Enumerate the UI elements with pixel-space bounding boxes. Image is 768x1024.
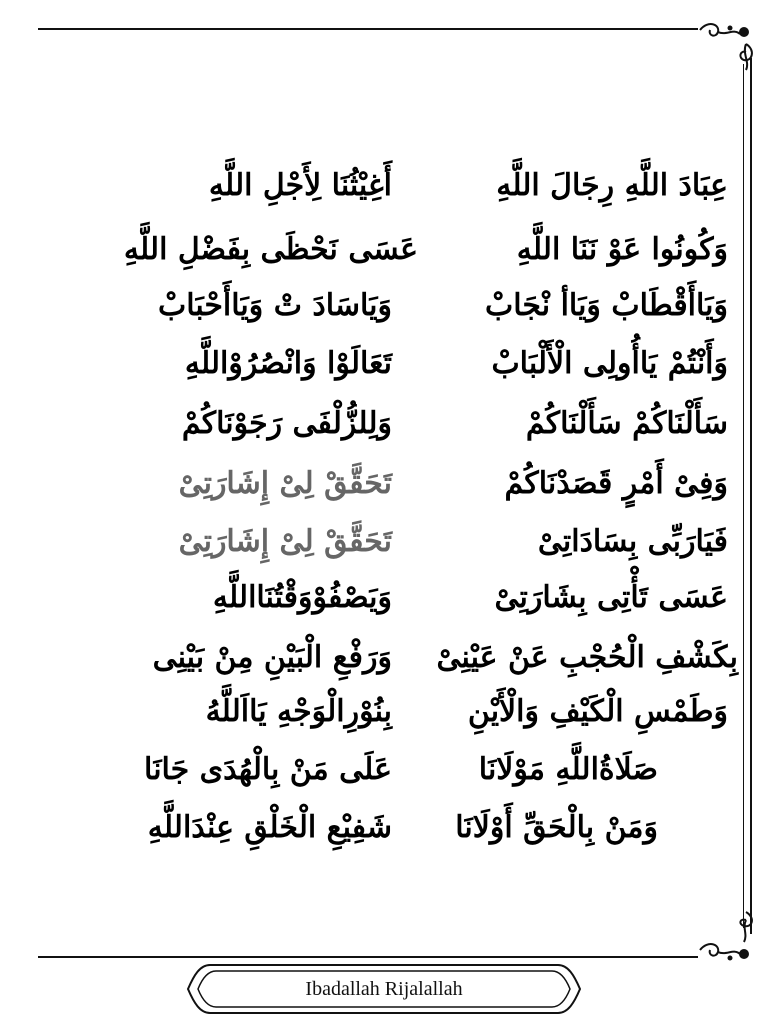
verse-2-right: وَكُونُوا عَوْ نَنَا اللَّهِ bbox=[516, 232, 728, 267]
verse-3-right: وَيَاأَقْطَابْ وَيَاأ نْجَابْ bbox=[485, 288, 728, 323]
verse-10-right: وَطَمْسِ الْكَيْفِ وَالْأَيْنِ bbox=[467, 694, 728, 729]
verse-11-right: صَلَاةُاللَّهِ مَوْلَانَا bbox=[478, 752, 658, 787]
verse-7-right: فَيَارَبِّى بِسَادَاتِىْ bbox=[537, 524, 728, 559]
verse-10-left: بِنُوْرِالْوَجْهِ يَااَللَّهُ bbox=[205, 694, 392, 729]
verse-1-left: أَغِيْثُنَا لِأَجْلِ اللَّهِ bbox=[208, 168, 392, 203]
verse-9-left: وَرَفْعِ الْبَيْنِ مِنْ بَيْنِى bbox=[152, 640, 392, 675]
verse-5-left: وَلِلزُّلْفَى رَجَوْنَاكُمْ bbox=[181, 406, 392, 441]
verse-3-left: وَيَاسَادَ تْ وَيَاأَحْبَابْ bbox=[157, 288, 392, 323]
verse-5-right: سَأَلْنَاكُمْ سَأَلْنَاكُمْ bbox=[525, 406, 728, 441]
verse-6-right: وَفِىْ أَمْرٍ قَصَدْنَاكُمْ bbox=[504, 466, 728, 501]
document-title: Ibadallah Rijalallah bbox=[305, 977, 463, 1000]
verse-6-left: تَحَقَّقْ لِىْ إِشَارَتِىْ bbox=[178, 466, 392, 501]
verse-12-right: وَمَنْ بِالْحَقِّ أَوْلَانَا bbox=[455, 810, 658, 845]
verse-8-left: وَيَصْفُوْوَقْتُنَااللَّهِ bbox=[212, 580, 392, 615]
verse-11-left: عَلَى مَنْ بِالْهُدَى جَانَا bbox=[144, 752, 392, 787]
verse-4-left: تَعَالَوْا وَانْصُرُوْاللَّهِ bbox=[184, 346, 392, 381]
verse-9-right: بِكَشْفِ الْحُجْبِ عَنْ عَيْنِىْ bbox=[436, 640, 738, 675]
verse-2-left: عَسَى نَحْظَى بِفَضْلِ اللَّهِ bbox=[123, 232, 418, 267]
verse-4-right: وَأَنْتُمْ يَاأُولِى الْأَلْبَابْ bbox=[491, 346, 728, 381]
verse-1-right: عِبَادَ اللَّهِ رِجَالَ اللَّهِ bbox=[496, 168, 728, 203]
verse-12-left: شَفِيْعِ الْخَلْقِ عِنْدَاللَّهِ bbox=[147, 810, 392, 845]
verse-7-left: تَحَقَّقْ لِىْ إِشَارَتِىْ bbox=[178, 524, 392, 559]
verse-8-right: عَسَى تَأْتِى بِشَارَتِىْ bbox=[494, 580, 728, 615]
